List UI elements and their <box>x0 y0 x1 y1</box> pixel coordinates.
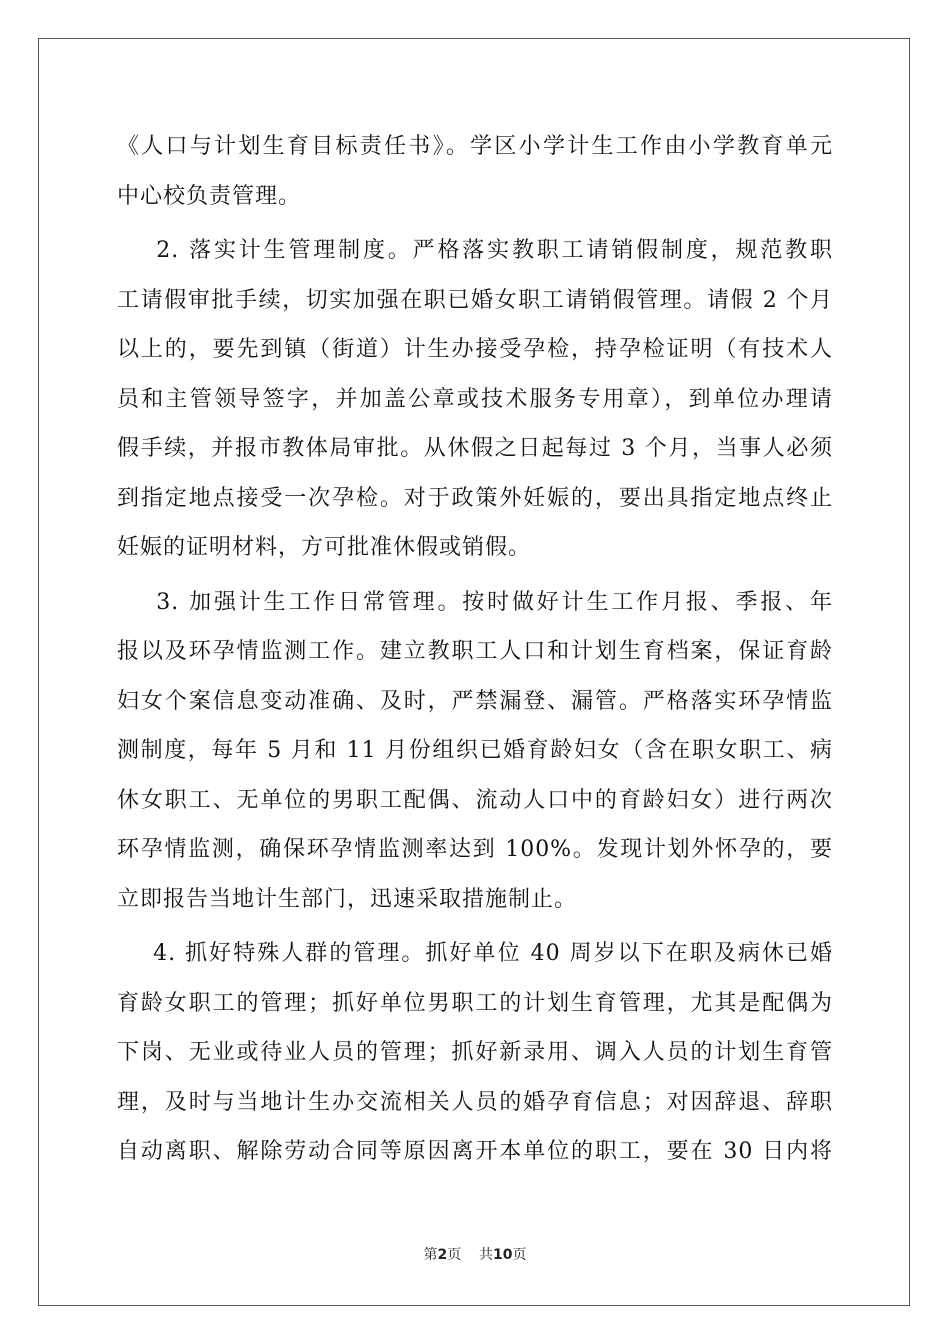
text-line: 育龄女职工的管理；抓好单位男职工的计划生育管理，尤其是配偶为 <box>117 990 833 1016</box>
paragraph-2 <box>117 226 833 573</box>
text-line: 到指定地点接受一次孕检。对于政策外妊娠的，要出具指定地点终止 <box>117 485 833 511</box>
text-line: 理，及时与当地计生办交流相关人员的婚孕育信息；对因辞退、辞职 <box>117 1089 833 1115</box>
paragraph-4 <box>117 929 833 1177</box>
text-line: 假手续，并报市教体局审批。从休假之日起每过 3 个月，当事人必须 <box>117 436 833 461</box>
text-line: 休女职工、无单位的男职工配偶、流动人口中的育龄妇女）进行两次 <box>117 787 833 813</box>
current-page-number: 2 <box>437 1247 448 1263</box>
total-page-count: 10 <box>493 1247 513 1263</box>
text-line: 测制度，每年 5 月和 11 月份组织已婚育龄妇女（含在职女职工、病 <box>117 738 833 763</box>
paragraph-3 <box>117 578 833 925</box>
text-line: 以上的，要先到镇（街道）计生办接受孕检，持孕检证明（有技术人 <box>117 337 833 362</box>
paragraph-1 <box>117 122 833 221</box>
text-line: 自动离职、解除劳动合同等原因离开本单位的职工，要在 30 日内将 <box>117 1139 833 1164</box>
text-line: 妇女个案信息变动准确、及时，严禁漏登、漏管。严格落实环孕情监 <box>117 688 833 714</box>
text-line: 4. 抓好特殊人群的管理。抓好单位 40 周岁以下在职及病休已婚 <box>117 941 833 966</box>
footer-prefix: 第 <box>423 1247 438 1263</box>
text-line: 妊娠的证明材料，方可批准休假或销假。 <box>117 535 532 560</box>
text-line: 报以及环孕情监测工作。建立教职工人口和计划生育档案，保证育龄 <box>117 639 833 664</box>
text-line: 3. 加强计生工作日常管理。按时做好计生工作月报、季报、年 <box>117 589 833 615</box>
footer-middle: 页 共 <box>447 1247 494 1263</box>
text-line: 《人口与计划生育目标责任书》。学区小学计生工作由小学教育单元 <box>117 134 833 159</box>
document-body <box>117 122 833 1177</box>
text-line: 2. 落实计生管理制度。严格落实教职工请销假制度，规范教职 <box>117 238 833 263</box>
page-footer <box>0 1244 950 1264</box>
text-line: 中心校负责管理。 <box>117 183 302 209</box>
text-line: 立即报告当地计生部门，迅速采取措施制止。 <box>117 886 578 912</box>
footer-suffix: 页 <box>512 1247 527 1263</box>
text-line: 环孕情监测，确保环孕情监测率达到 100%。发现计划外怀孕的，要 <box>117 837 833 862</box>
text-line: 下岗、无业或待业人员的管理；抓好新录用、调入人员的计划生育管 <box>117 1040 833 1065</box>
text-line: 员和主管领导签字，并加盖公章或技术服务专用章），到单位办理请 <box>117 386 833 412</box>
text-line: 工请假审批手续，切实加强在职已婚女职工请销假管理。请假 2 个月 <box>117 287 833 313</box>
